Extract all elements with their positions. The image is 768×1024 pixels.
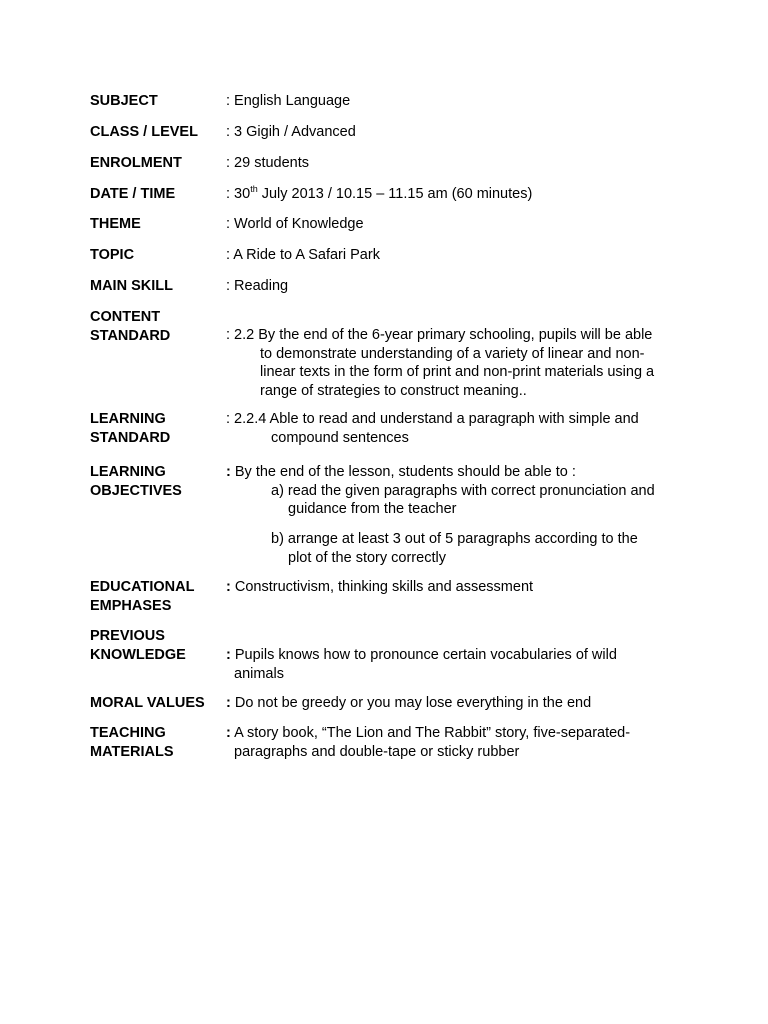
learning-objectives-label	[90, 463, 182, 500]
date-time-label: DATE / TIME	[90, 186, 176, 202]
learning-standard-line1: : 2.2.4 Able to read and understand a paragraph with simple and	[226, 411, 639, 427]
teaching-materials-text: A story book, “The Lion and The Rabbit” story, five-separated-	[230, 725, 631, 741]
enrolment-label: ENROLMENT	[90, 155, 182, 171]
learning-standard-value	[226, 410, 639, 447]
learning-objective-b-line1: b) arrange at least 3 out of 5 paragraphs according to the	[271, 531, 638, 547]
class-level-value: : 3 Gigih / Advanced	[226, 124, 356, 140]
educational-emphases-colon: :	[226, 579, 231, 595]
date-time-value	[226, 185, 532, 204]
teaching-materials-line2: paragraphs and double-tape or sticky rubber	[234, 743, 520, 760]
previous-knowledge-line1	[226, 646, 617, 665]
educational-emphases-value	[226, 578, 533, 597]
topic-value: : A Ride to A Safari Park	[226, 247, 380, 263]
content-standard-label	[90, 308, 170, 345]
teaching-materials-line1	[226, 724, 630, 743]
teaching-materials-value	[226, 724, 630, 761]
learning-objective-a-line1: a) read the given paragraphs with correct pronunciation and	[271, 482, 655, 499]
content-standard-label-line1: CONTENT	[90, 309, 161, 325]
theme-label: THEME	[90, 216, 141, 232]
topic-label: TOPIC	[90, 247, 135, 263]
learning-objectives-value	[226, 463, 655, 519]
learning-objective-a-line2: guidance from the teacher	[288, 501, 457, 517]
teaching-materials-label	[90, 724, 174, 761]
learning-objectives-colon: :	[226, 464, 231, 480]
date-time-ordinal: th	[250, 184, 258, 194]
learning-objective-b-line2: plot of the story correctly	[288, 549, 446, 566]
learning-objective-b	[226, 530, 638, 567]
theme-value: : World of Knowledge	[226, 216, 364, 232]
learning-objectives-label-line1: LEARNING	[90, 464, 166, 480]
learning-standard-line2: compound sentences	[271, 429, 409, 446]
class-level-label: CLASS / LEVEL	[90, 124, 198, 140]
content-standard-line3: linear texts in the form of print and non-print materials using a	[260, 364, 655, 380]
moral-values-label: MORAL VALUES	[90, 695, 205, 711]
main-skill-label: MAIN SKILL	[90, 278, 173, 294]
learning-standard-label	[90, 410, 170, 447]
moral-values-text: Do not be greedy or you may lose everything in the end	[230, 695, 592, 711]
moral-values-value	[226, 694, 591, 713]
content-standard-label-line2: STANDARD	[90, 327, 171, 344]
date-time-suffix: July 2013 / 10.15 – 11.15 am (60 minutes)	[257, 186, 533, 202]
previous-knowledge-label-line1: PREVIOUS	[90, 628, 165, 644]
content-standard-line1: : 2.2 By the end of the 6-year primary schooling, pupils will be able	[226, 327, 653, 343]
learning-standard-label-line1: LEARNING	[90, 411, 166, 427]
educational-emphases-text: Constructivism, thinking skills and assessment	[230, 579, 534, 595]
educational-emphases-label	[90, 578, 194, 615]
previous-knowledge-text: Pupils knows how to pronounce certain vocabularies of wild	[230, 647, 617, 663]
teaching-materials-label-line1: TEACHING	[90, 725, 166, 741]
learning-objectives-intro	[226, 463, 655, 482]
enrolment-value: : 29 students	[226, 155, 310, 171]
educational-emphases-label-line1: EDUCATIONAL	[90, 579, 195, 595]
previous-knowledge-label-line2: KNOWLEDGE	[90, 646, 186, 663]
previous-knowledge-line2: animals	[234, 665, 284, 682]
moral-values-colon: :	[226, 695, 231, 711]
learning-standard-label-line2: STANDARD	[90, 429, 171, 446]
previous-knowledge-value	[226, 646, 617, 683]
date-time-prefix: : 30	[226, 186, 251, 202]
teaching-materials-colon: :	[226, 725, 231, 741]
learning-objectives-intro-text: By the end of the lesson, students should be able to :	[230, 464, 576, 480]
content-standard-value	[226, 326, 654, 400]
previous-knowledge-label	[90, 627, 186, 664]
teaching-materials-label-line2: MATERIALS	[90, 743, 174, 760]
content-standard-line2: to demonstrate understanding of a variety of linear and non-	[260, 345, 645, 362]
learning-objectives-label-line2: OBJECTIVES	[90, 482, 182, 499]
main-skill-value: : Reading	[226, 278, 289, 294]
content-standard-line4: range of strategies to construct meaning..	[260, 382, 527, 399]
educational-emphases-label-line2: EMPHASES	[90, 597, 172, 614]
previous-knowledge-colon: :	[226, 647, 231, 663]
subject-label: SUBJECT	[90, 93, 158, 109]
subject-value: : English Language	[226, 93, 351, 109]
